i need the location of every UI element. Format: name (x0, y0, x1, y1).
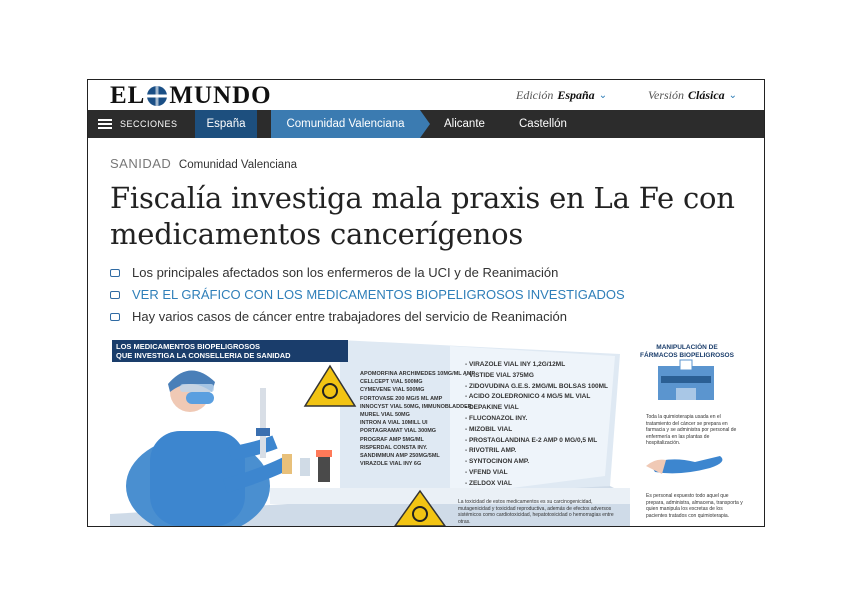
logo-text-left: EL (110, 82, 146, 109)
section-label[interactable]: SANIDAD (110, 156, 172, 171)
hamburger-menu-icon (98, 119, 112, 129)
nav-tab-comunidad-valenciana[interactable]: Comunidad Valenciana (271, 110, 420, 138)
browser-viewport (87, 79, 765, 527)
site-logo[interactable] (110, 82, 272, 110)
site-header (88, 80, 764, 110)
bullet-icon (110, 291, 120, 299)
note-treatment: Toda la quimioterapia usada en el tratamiento del cáncer se prepara en farmacia y se administra por personal de enfermería en las plantas de hospitalización. (646, 414, 737, 446)
chevron-down-icon: ⌄ (598, 90, 608, 101)
article-kicker (110, 156, 297, 171)
note-exposed-staff: Es personal expuesto todo aquel que prepara, administra, almacena, transporta y quien manipula los excretas de los pacientes tratados con quimioterapia. (646, 493, 743, 519)
nav-tab-alicante[interactable]: Alicante (444, 118, 485, 130)
nav-tab-castellon[interactable]: Castellón (519, 118, 567, 130)
sections-menu-button[interactable]: SECCIONES (98, 110, 178, 138)
hospital-label: HOSPITAL (675, 401, 695, 406)
note-toxicity: La toxicidad de estos medicamentos es su carcinogenicidad, mutagenicidad y toxicidad reproductiva, además de efectos adversos sistémicos como cardiotoxicidad, hepatotoxicidad o hemorragias entre otras. (458, 499, 614, 525)
summary-item-link[interactable] (110, 284, 625, 306)
infographic-side-title: MANIPULACIÓN DE FÁRMACOS BIOPELIGROSOS (640, 344, 734, 359)
main-nav (88, 110, 764, 138)
article-headline: Fiscalía investiga mala praxis en La Fe con medicamentos cancerígenos (110, 181, 735, 251)
summary-item: Hay varios casos de cáncer entre trabajadores del servicio de Reanimación (110, 306, 625, 328)
logo-text-right: MUNDO (169, 82, 272, 109)
nav-tab-espana[interactable]: España (195, 110, 257, 138)
version-value: Clásica (688, 88, 725, 102)
globe-icon (146, 85, 168, 107)
graphic-link[interactable]: VER EL GRÁFICO CON LOS MEDICAMENTOS BIOPELIGROSOS INVESTIGADOS (132, 287, 625, 302)
article-summary-list (110, 262, 625, 328)
summary-item: Los principales afectados son los enfermeros de la UCI y de Reanimación (110, 262, 625, 284)
subsection-label[interactable]: Comunidad Valenciana (178, 159, 297, 171)
infographic[interactable] (110, 336, 755, 526)
bullet-icon (110, 313, 120, 321)
version-selector[interactable]: Versión Clásica ⌄ (648, 88, 738, 102)
infographic-title: LOS MEDICAMENTOS BIOPELIGROSOS QUE INVESTIGA LA CONSELLERIA DE SANIDAD (112, 340, 348, 362)
medication-list-2: - VIRAZOLE VIAL INY 1,2G/12ML - VISTIDE VIAL 375MG - ZIDOVUDINA G.E.S. 2MG/ML BOLSAS 100ML - ACIDO ZOLEDRONICO 4 MG/5 ML VIAL - DEPAKINE VIAL - FLUCONAZOL INY. - MIZOBIL VIAL - PROSTAGLANDINA E-2 AMP 0 MG/0,5 ML - RIVOTRIL AMP. - SYNTOCINON AMP. - VFEND VIAL - ZELDOX VIAL (465, 361, 609, 487)
medication-list-1: APOMORFINA ARCHIMEDES 10MG/ML AMP CELLCEPT VIAL 500MG CYMEVENE VIAL 500MG FORTOVASE 200 MG/5 ML AMP INNOCYST VIAL 50MG, IMMUNOBLADDER MUREL VIAL 50MG INTRON A VIAL 10MILL UI PORTAGRAMAT VIAL 300MG PROGRAF AMP 5MG/ML RISPERDAL CONSTA INY. SANDIMMUN AMP 250MG/5ML VIRAZOLE VIAL INY 6G (360, 371, 476, 468)
edition-value: España (557, 88, 595, 102)
edition-selector[interactable]: Edición España ⌄ (516, 88, 608, 102)
chevron-down-icon: ⌄ (728, 90, 738, 101)
bullet-icon (110, 269, 120, 277)
